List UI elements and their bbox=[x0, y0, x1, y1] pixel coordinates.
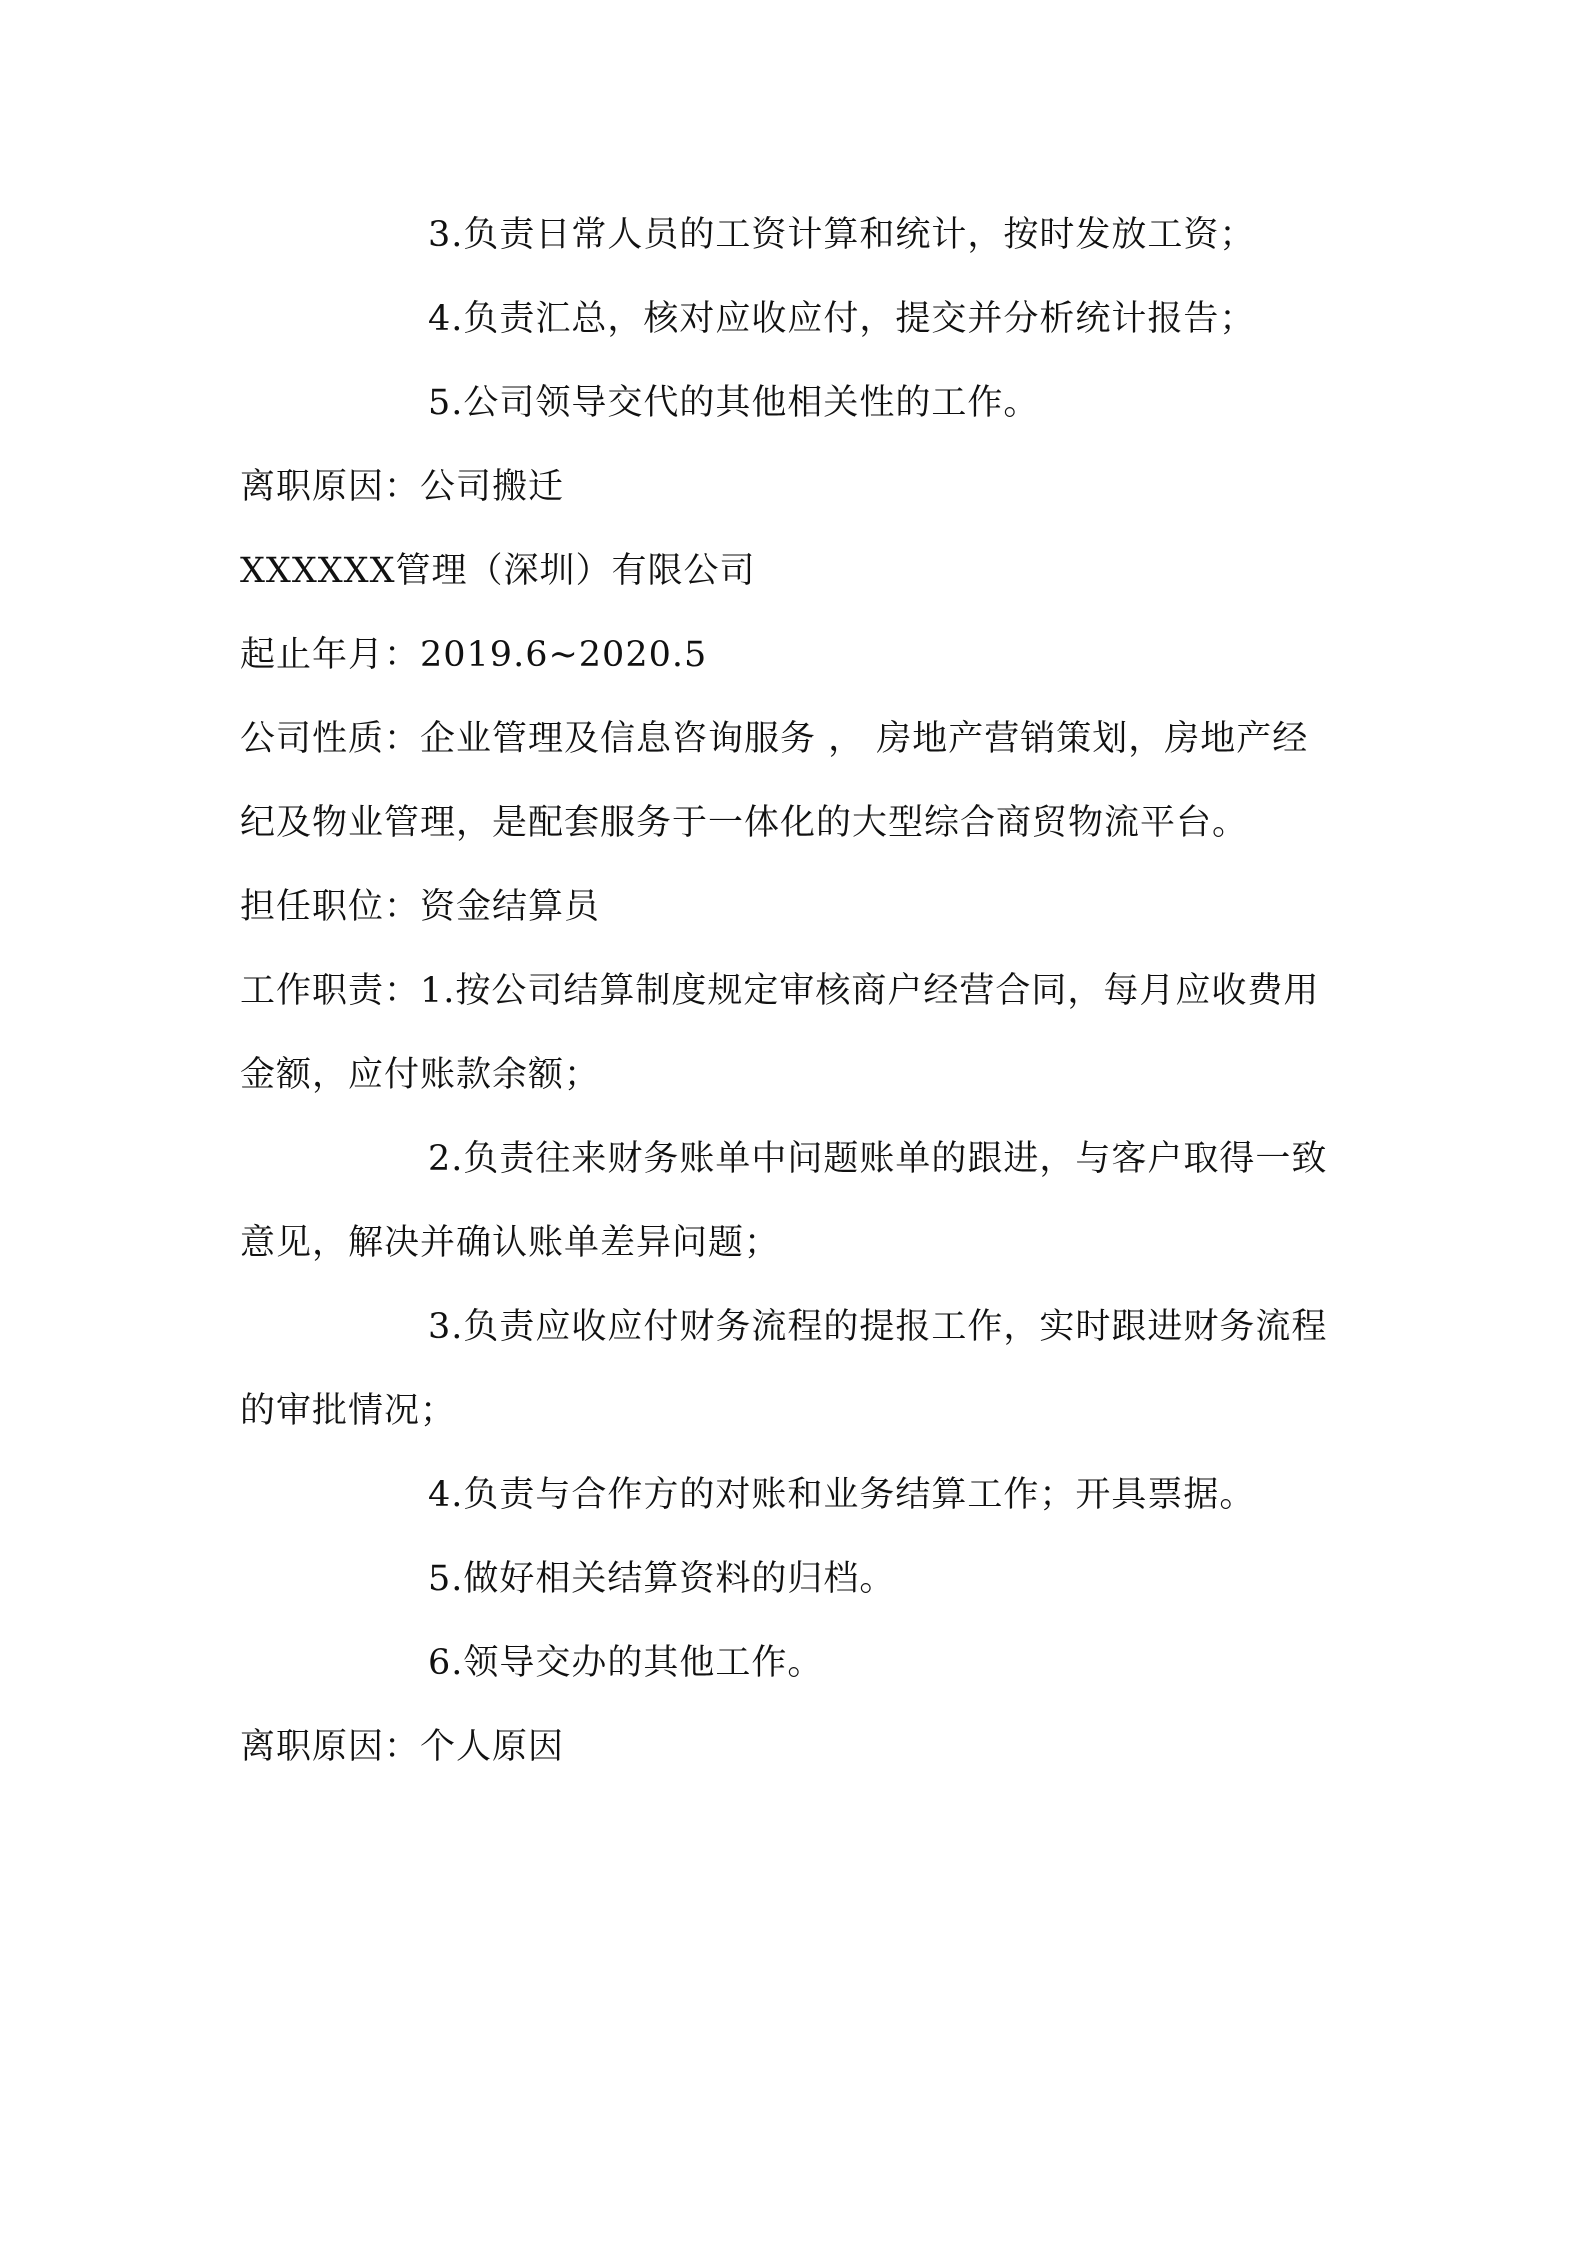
text-line-duties-5: 5.做好相关结算资料的归档。 bbox=[428, 1559, 896, 1599]
text-line-leaving-reason-1: 离职原因：公司搬迁 bbox=[240, 467, 565, 507]
text-line-duties-6: 6.领导交办的其他工作。 bbox=[428, 1643, 824, 1683]
text-line-period: 起止年月：2019.6~2020.5 bbox=[240, 635, 708, 675]
text-line-company-nature: 公司性质：企业管理及信息咨询服务 ， 房地产营销策划，房地产经 bbox=[240, 719, 1309, 759]
text-line-position: 担任职位：资金结算员 bbox=[240, 887, 601, 927]
text-line-company-nature-cont: 纪及物业管理，是配套服务于一体化的大型综合商贸物流平台。 bbox=[240, 803, 1249, 843]
text-line-duties-3: 3.负责应收应付财务流程的提报工作，实时跟进财务流程 bbox=[428, 1307, 1328, 1347]
text-line-company-name: XXXXXX管理（深圳）有限公司 bbox=[240, 551, 756, 591]
text-line-duties-1-cont: 金额，应付账款余额； bbox=[240, 1055, 601, 1095]
text-line-duties-2-cont: 意见，解决并确认账单差异问题； bbox=[240, 1223, 781, 1263]
text-line-duty-3-salary: 3.负责日常人员的工资计算和统计，按时发放工资； bbox=[428, 215, 1256, 255]
text-line-duty-4-summary: 4.负责汇总，核对应收应付，提交并分析统计报告； bbox=[428, 299, 1256, 339]
text-line-duties-2: 2.负责往来财务账单中问题账单的跟进，与客户取得一致 bbox=[428, 1139, 1328, 1179]
text-line-duties-4: 4.负责与合作方的对账和业务结算工作；开具票据。 bbox=[428, 1475, 1256, 1515]
text-line-leaving-reason-2: 离职原因：个人原因 bbox=[240, 1727, 565, 1767]
text-line-duties-1: 工作职责：1.按公司结算制度规定审核商户经营合同，每月应收费用 bbox=[240, 971, 1320, 1011]
text-line-duties-3-cont: 的审批情况； bbox=[240, 1391, 457, 1431]
text-line-duty-5-other: 5.公司领导交代的其他相关性的工作。 bbox=[428, 383, 1040, 423]
